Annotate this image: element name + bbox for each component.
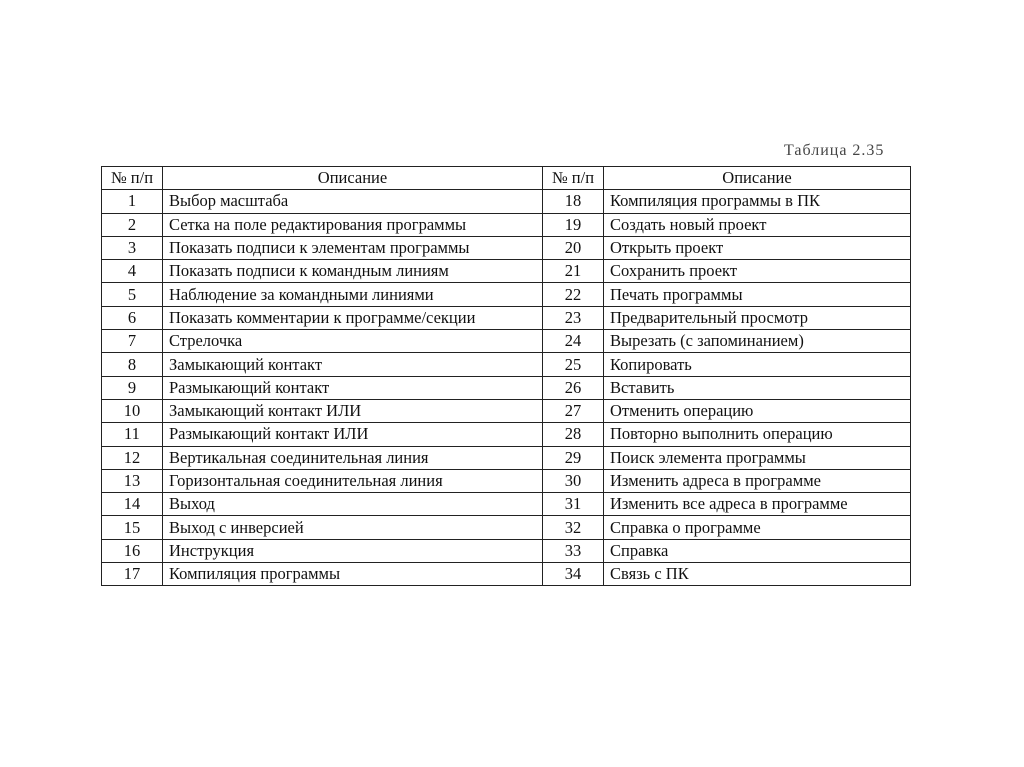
row-number-left: 6 bbox=[102, 306, 163, 329]
row-number-left: 9 bbox=[102, 376, 163, 399]
row-description-left: Сетка на поле редактирования программы bbox=[163, 213, 543, 236]
row-number-right: 18 bbox=[543, 190, 604, 213]
row-description-right: Справка bbox=[604, 539, 911, 562]
row-number-left: 12 bbox=[102, 446, 163, 469]
row-description-left: Размыкающий контакт ИЛИ bbox=[163, 423, 543, 446]
row-description-right: Предварительный просмотр bbox=[604, 306, 911, 329]
row-number-left: 14 bbox=[102, 493, 163, 516]
table-row bbox=[102, 283, 911, 306]
table-row bbox=[102, 190, 911, 213]
table-row bbox=[102, 306, 911, 329]
row-description-left: Выбор масштаба bbox=[163, 190, 543, 213]
row-description-right: Копировать bbox=[604, 353, 911, 376]
row-number-left: 10 bbox=[102, 399, 163, 422]
header-description-right: Описание bbox=[604, 167, 911, 190]
table-row bbox=[102, 236, 911, 259]
row-description-left: Горизонтальная соединительная линия bbox=[163, 469, 543, 492]
row-number-left: 15 bbox=[102, 516, 163, 539]
row-number-right: 23 bbox=[543, 306, 604, 329]
table-row bbox=[102, 423, 911, 446]
table-row bbox=[102, 376, 911, 399]
row-description-left: Показать подписи к элементам программы bbox=[163, 236, 543, 259]
table-row bbox=[102, 516, 911, 539]
row-number-right: 30 bbox=[543, 469, 604, 492]
row-number-left: 2 bbox=[102, 213, 163, 236]
row-description-left: Компиляция программы bbox=[163, 563, 543, 586]
table-body bbox=[102, 190, 911, 586]
row-description-left: Выход bbox=[163, 493, 543, 516]
table-row bbox=[102, 446, 911, 469]
row-number-right: 28 bbox=[543, 423, 604, 446]
row-number-right: 27 bbox=[543, 399, 604, 422]
row-number-left: 5 bbox=[102, 283, 163, 306]
row-number-left: 7 bbox=[102, 330, 163, 353]
row-number-right: 24 bbox=[543, 330, 604, 353]
row-description-left: Показать комментарии к программе/секции bbox=[163, 306, 543, 329]
row-description-right: Справка о программе bbox=[604, 516, 911, 539]
table-row bbox=[102, 563, 911, 586]
row-number-right: 21 bbox=[543, 260, 604, 283]
row-description-right: Изменить все адреса в программе bbox=[604, 493, 911, 516]
table-row bbox=[102, 469, 911, 492]
commands-table bbox=[101, 166, 911, 586]
row-description-left: Инструкция bbox=[163, 539, 543, 562]
table-row bbox=[102, 330, 911, 353]
table-row bbox=[102, 539, 911, 562]
row-number-right: 33 bbox=[543, 539, 604, 562]
header-number-right: № п/п bbox=[543, 167, 604, 190]
row-description-left: Размыкающий контакт bbox=[163, 376, 543, 399]
header-description-left: Описание bbox=[163, 167, 543, 190]
header-number-left: № п/п bbox=[102, 167, 163, 190]
row-number-left: 13 bbox=[102, 469, 163, 492]
row-description-right: Изменить адреса в программе bbox=[604, 469, 911, 492]
row-description-right: Сохранить проект bbox=[604, 260, 911, 283]
row-description-right: Поиск элемента программы bbox=[604, 446, 911, 469]
table-header-row bbox=[102, 167, 911, 190]
row-number-right: 29 bbox=[543, 446, 604, 469]
row-description-left: Замыкающий контакт ИЛИ bbox=[163, 399, 543, 422]
row-number-left: 11 bbox=[102, 423, 163, 446]
row-number-left: 1 bbox=[102, 190, 163, 213]
row-description-right: Вырезать (с запоминанием) bbox=[604, 330, 911, 353]
table-row bbox=[102, 399, 911, 422]
row-description-left: Выход с инверсией bbox=[163, 516, 543, 539]
row-number-left: 17 bbox=[102, 563, 163, 586]
row-description-left: Показать подписи к командным линиям bbox=[163, 260, 543, 283]
table-caption: Таблица 2.35 bbox=[784, 142, 885, 159]
row-number-right: 25 bbox=[543, 353, 604, 376]
row-number-right: 22 bbox=[543, 283, 604, 306]
row-description-right: Компиляция программы в ПК bbox=[604, 190, 911, 213]
row-description-right: Вставить bbox=[604, 376, 911, 399]
row-description-right: Открыть проект bbox=[604, 236, 911, 259]
row-description-left: Замыкающий контакт bbox=[163, 353, 543, 376]
row-number-right: 32 bbox=[543, 516, 604, 539]
row-description-right: Связь с ПК bbox=[604, 563, 911, 586]
row-description-right: Создать новый проект bbox=[604, 213, 911, 236]
row-number-left: 4 bbox=[102, 260, 163, 283]
row-description-left: Вертикальная соединительная линия bbox=[163, 446, 543, 469]
row-description-left: Наблюдение за командными линиями bbox=[163, 283, 543, 306]
table-row bbox=[102, 213, 911, 236]
table-row bbox=[102, 353, 911, 376]
table-row bbox=[102, 493, 911, 516]
row-number-right: 31 bbox=[543, 493, 604, 516]
row-number-right: 19 bbox=[543, 213, 604, 236]
row-description-right: Повторно выполнить операцию bbox=[604, 423, 911, 446]
row-description-right: Печать программы bbox=[604, 283, 911, 306]
row-number-right: 34 bbox=[543, 563, 604, 586]
row-description-left: Стрелочка bbox=[163, 330, 543, 353]
row-number-left: 8 bbox=[102, 353, 163, 376]
row-number-left: 16 bbox=[102, 539, 163, 562]
row-description-right: Отменить операцию bbox=[604, 399, 911, 422]
row-number-right: 20 bbox=[543, 236, 604, 259]
table-row bbox=[102, 260, 911, 283]
row-number-right: 26 bbox=[543, 376, 604, 399]
row-number-left: 3 bbox=[102, 236, 163, 259]
